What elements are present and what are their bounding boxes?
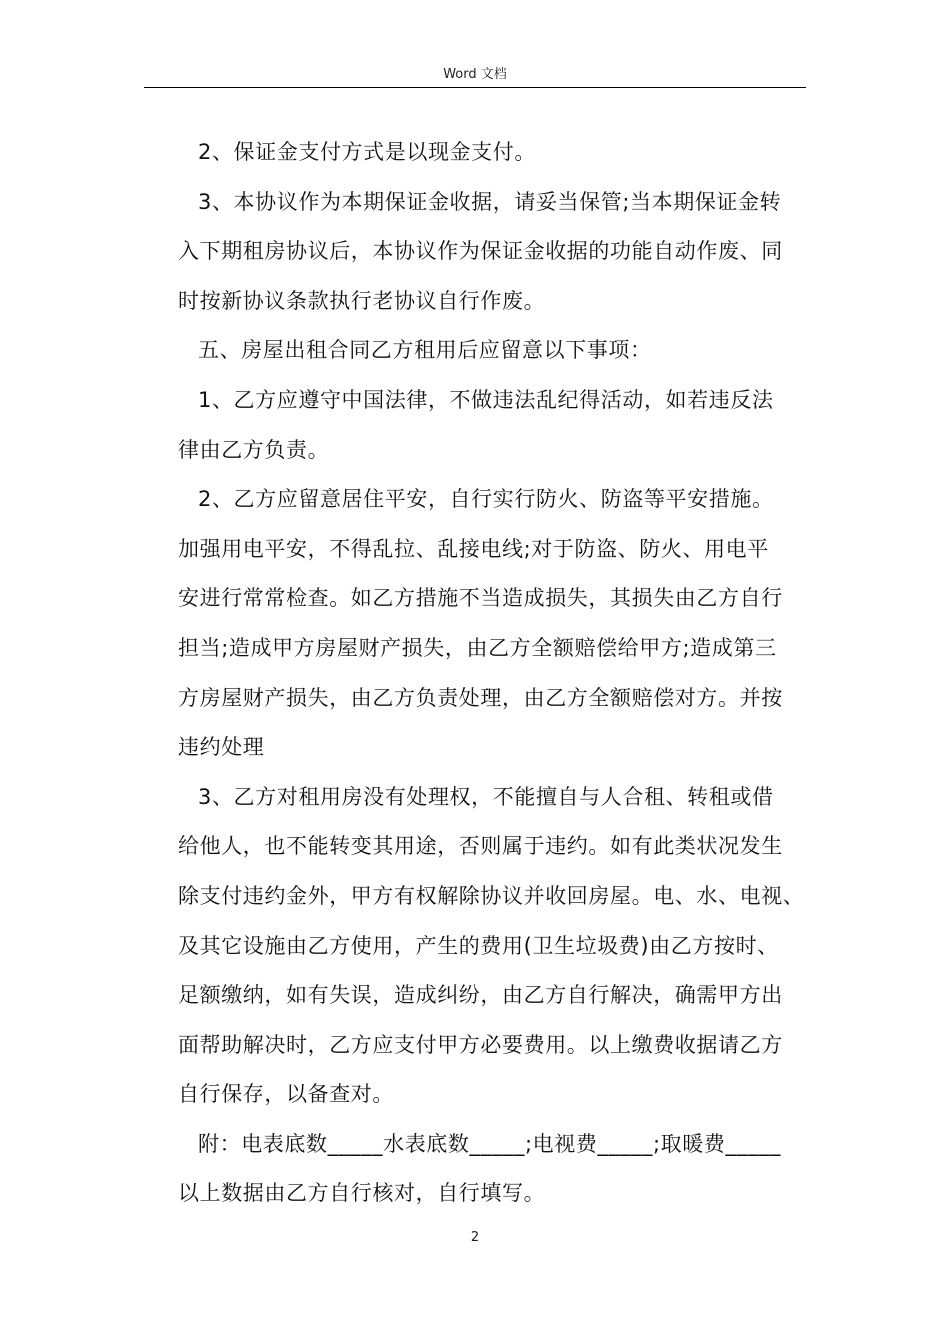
paragraph-line: 1、乙方应遵守中国法律，不做违法乱纪得活动，如若违反法 bbox=[198, 387, 774, 412]
page-header-title: Word 文档 bbox=[443, 67, 507, 82]
meter-readings-line: 附：电表底数_____水表底数_____;电视费_____;取暖费_____ bbox=[198, 1131, 781, 1156]
paragraph-line: 3、乙方对租用房没有处理权，不能擅自与人合租、转租或借 bbox=[198, 784, 774, 809]
paragraph-line: 以上数据由乙方自行核对，自行填写。 bbox=[178, 1181, 546, 1206]
paragraph-line: 除支付违约金外，甲方有权解除协议并收回房屋。电、水、电视、 bbox=[178, 883, 805, 908]
paragraph-line: 方房屋财产损失，由乙方负责处理，由乙方全额赔偿对方。并按 bbox=[178, 685, 783, 710]
paragraph-line: 违约处理 bbox=[178, 735, 265, 760]
paragraph-line: 自行保存，以备查对。 bbox=[178, 1082, 394, 1107]
paragraph-line: 面帮助解决时，乙方应支付甲方必要费用。以上缴费收据请乙方 bbox=[178, 1032, 783, 1057]
paragraph-line: 足额缴纳，如有失误，造成纠纷，由乙方自行解决，确需甲方出 bbox=[178, 983, 783, 1008]
paragraph-line: 律由乙方负责。 bbox=[178, 437, 330, 462]
paragraph-line: 时按新协议条款执行老协议自行作废。 bbox=[178, 288, 546, 313]
paragraph-line: 加强用电平安，不得乱拉、乱接电线;对于防盗、防火、用电平 bbox=[178, 536, 769, 561]
document-body bbox=[178, 128, 823, 1219]
section-heading: 五、房屋出租合同乙方租用后应留意以下事项： bbox=[198, 338, 652, 363]
paragraph-line: 入下期租房协议后，本协议作为保证金收据的功能自动作废、同 bbox=[178, 239, 783, 264]
paragraph-line: 及其它设施由乙方使用，产生的费用(卫生垃圾费)由乙方按时、 bbox=[178, 933, 779, 958]
page-number: 2 bbox=[470, 1230, 480, 1245]
paragraph-line: 安进行常常检查。如乙方措施不当造成损失，其损失由乙方自行 bbox=[178, 586, 783, 611]
paragraph-line: 2、乙方应留意居住平安，自行实行防火、防盗等平安措施。 bbox=[198, 487, 774, 512]
paragraph-line: 给他人，也不能转变其用途，否则属于违约。如有此类状况发生 bbox=[178, 834, 783, 859]
paragraph-line: 担当;造成甲方房屋财产损失，由乙方全额赔偿给甲方;造成第三 bbox=[178, 635, 777, 660]
paragraph-line: 2、保证金支付方式是以现金支付。 bbox=[198, 140, 536, 164]
paragraph-line: 3、本协议作为本期保证金收据，请妥当保管;当本期保证金转 bbox=[198, 189, 782, 214]
header-divider bbox=[144, 87, 806, 88]
